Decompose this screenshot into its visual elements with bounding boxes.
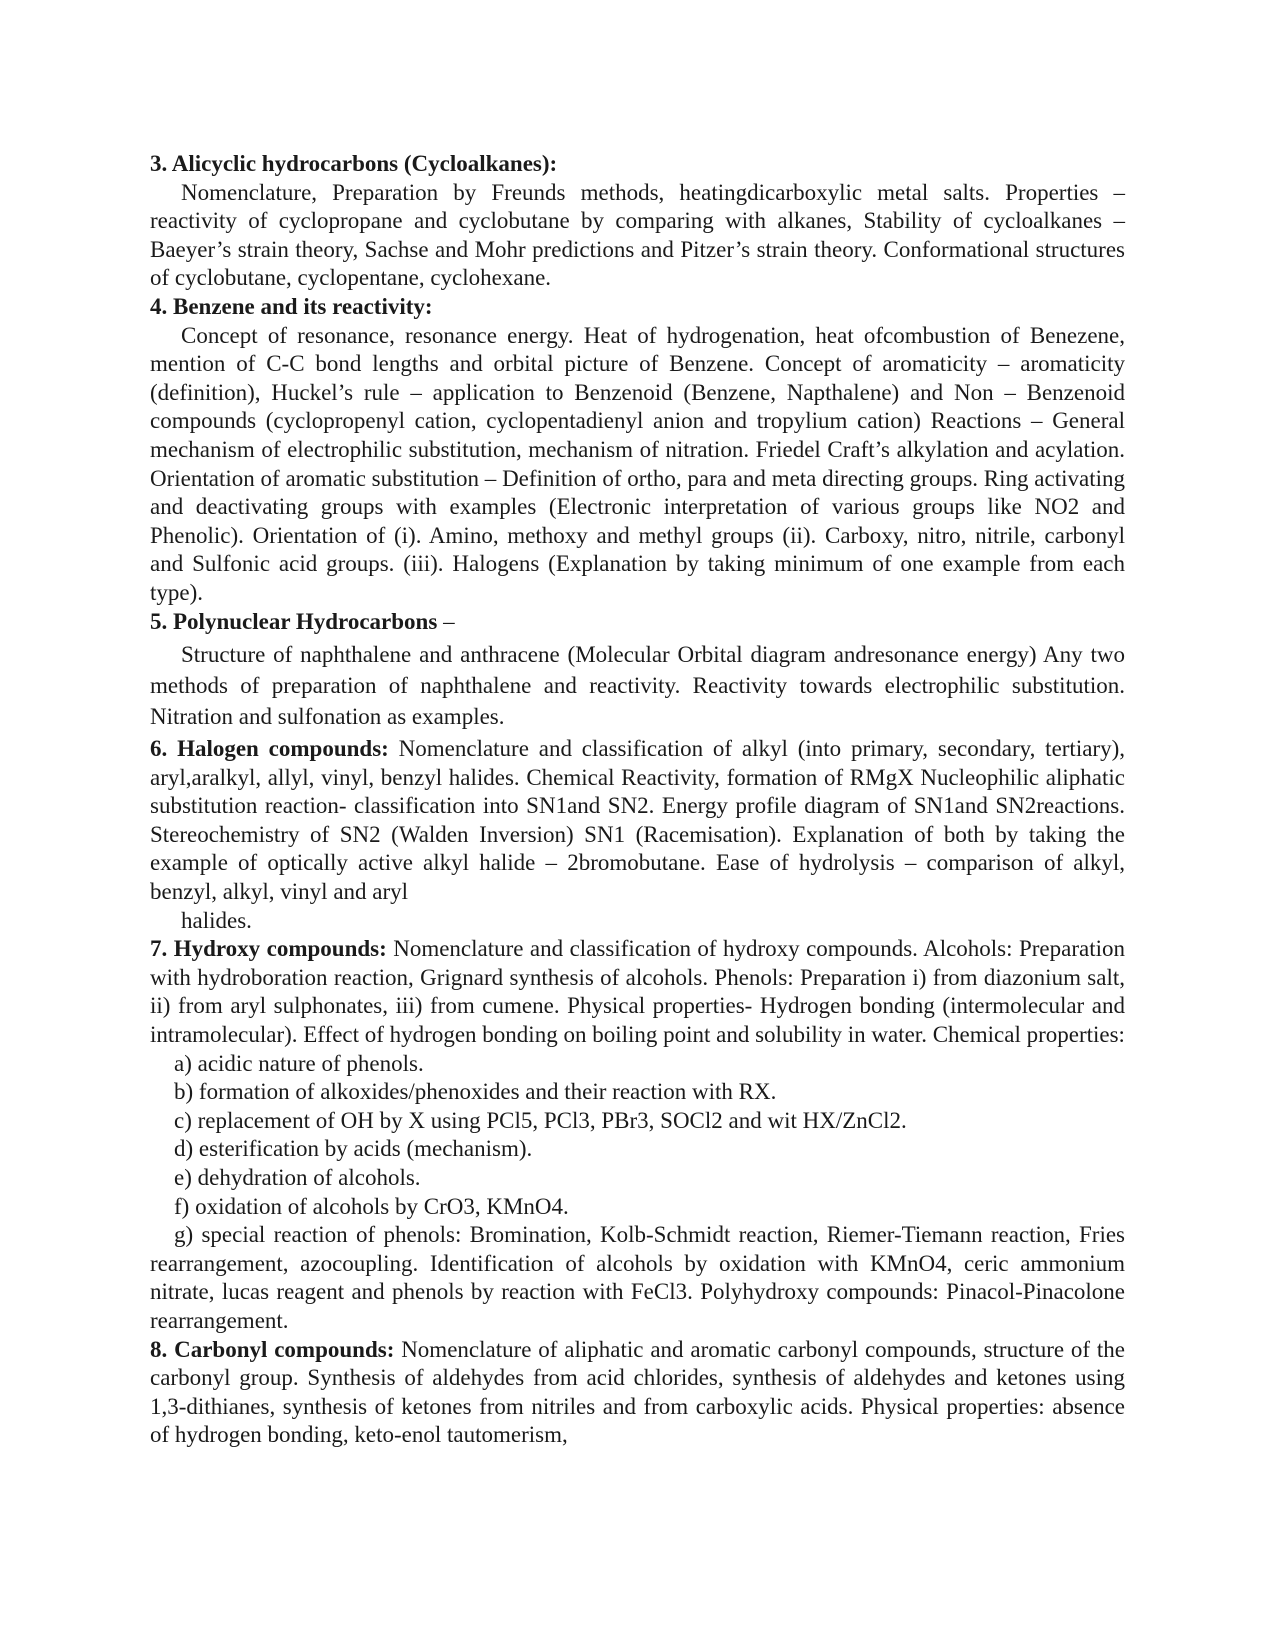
section-6-body: Nomenclature and classification of alkyl (into primary, secondary, tertiary), aryl,aralkyl, allyl, vinyl, benzyl halides. Chemical Reactivity, formation of RMgX Nucleophilic aliphatic substitution reaction- classification into SN1and SN2. Energy profile diagram of SN1and SN2reactions. Stereochemistry of SN2 (Walden Inversion) SN1 (Racemisation). Explanation of both by taking the example of optically active alkyl halide – 2bromobutane. Ease of hydrolysis – comparison of alkyl, benzyl, alkyl, vinyl and aryl xyxy=(150,736,1125,905)
section-7-item-f: f) oxidation of alcohols by CrO3, KMnO4. xyxy=(174,1193,569,1219)
section-6-heading: 6. Halogen compounds: xyxy=(150,736,389,762)
section-5-heading-line xyxy=(150,608,1125,637)
section-8-body: Nomenclature of aliphatic and aromatic carbonyl compounds, structure of the carbonyl group. Synthesis of aldehydes from acid chlorides, synthesis of aldehydes and ketones using 1,3-dithianes, synthesis of ketones from nitriles and from carboxylic acids. Physical properties: absence of hydrogen bonding, keto-enol tautomerism, xyxy=(150,1336,1125,1448)
section-7-item-g: g) special reaction of phenols: Bromination, Kolb-Schmidt reaction, Riemer-Tiemann reaction, Fries rearrangement, azocoupling. Identification of alcohols by oxidation with KMnO4, ceric ammonium nitrate, lucas reagent and phenols by reaction with FeCl3. Polyhydroxy compounds: Pinacol-Pinacolone rearrangement. xyxy=(150,1222,1125,1333)
section-6-block xyxy=(150,735,1125,907)
section-3-body: Nomenclature, Preparation by Freunds methods, heatingdicarboxylic metal salts. Properties – reactivity of cyclopropane and cyclobutane by comparing with alkanes, Stability of cycloalkanes – Baeyer’s strain theory, Sachse and Mohr predictions and Pitzer’s strain theory. Conformational structures of cyclobutane, cyclopentane, cyclohexane. xyxy=(150,179,1125,291)
section-7-item-c: c) replacement of OH by X using PCl5, PCl3, PBr3, SOCl2 and wit HX/ZnCl2. xyxy=(174,1107,907,1133)
section-7-heading: 7. Hydroxy compounds: xyxy=(150,936,387,962)
section-7-body: Nomenclature and classification of hydroxy compounds. Alcohols: Preparation with hydroboration reaction, Grignard synthesis of alcohols. Phenols: Preparation i) from diazonium salt, ii) from aryl sulphonates, iii) from cumene. Physical properties- Hydrogen bonding (intermolecular and intramolecular). Effect of hydrogen bonding on boiling point and solubility in water. Chemical properties: xyxy=(150,936,1125,1048)
section-5-heading: 5. Polynuclear Hydrocarbons xyxy=(150,608,438,634)
section-7-item-b: b) formation of alkoxides/phenoxides and their reaction with RX. xyxy=(174,1079,777,1105)
section-7-block xyxy=(150,935,1125,1049)
section-4-body: Concept of resonance, resonance energy. Heat of hydrogenation, heat ofcombustion of Benezene, mention of C-C bond lengths and orbital picture of Benzene. Concept of aromaticity – aromaticity (definition), Huckel’s rule – application to Benzenoid (Benzene, Napthalene) and Non – Benzenoid compounds (cyclopropenyl cation, cyclopentadienyl anion and tropylium cation) Reactions – General mechanism of electrophilic substitution, mechanism of nitration. Friedel Craft’s alkylation and acylation. Orientation of aromatic substitution – Definition of ortho, para and meta directing groups. Ring activating and deactivating groups with examples (Electronic interpretation of various groups like NO2 and Phenolic). Orientation of (i). Amino, methoxy and methyl groups (ii). Carboxy, nitro, nitrile, carbonyl and Sulfonic acid groups. (iii). Halogens (Explanation by taking minimum of one example from each type). xyxy=(150,322,1125,605)
section-7-item-a: a) acidic nature of phenols. xyxy=(174,1050,424,1076)
section-6-tail: halides. xyxy=(181,907,252,933)
document-page xyxy=(150,150,1125,1450)
section-8-heading: 8. Carbonyl compounds: xyxy=(150,1336,395,1362)
section-7-item-d: d) esterification by acids (mechanism). xyxy=(174,1136,533,1162)
section-4-heading: 4. Benzene and its reactivity: xyxy=(150,293,433,319)
section-8-block xyxy=(150,1336,1125,1450)
section-5-body: Structure of naphthalene and anthracene (Molecular Orbital diagram andresonance energy) Any two methods of preparation of naphthalene and reactivity. Reactivity towards electrophilic substitution. Nitration and sulfonation as examples. xyxy=(150,642,1125,730)
section-7-item-e: e) dehydration of alcohols. xyxy=(174,1165,421,1190)
section-5-heading-suffix: – xyxy=(437,608,455,634)
section-3-heading: 3. Alicyclic hydrocarbons (Cycloalkanes): xyxy=(150,151,558,176)
